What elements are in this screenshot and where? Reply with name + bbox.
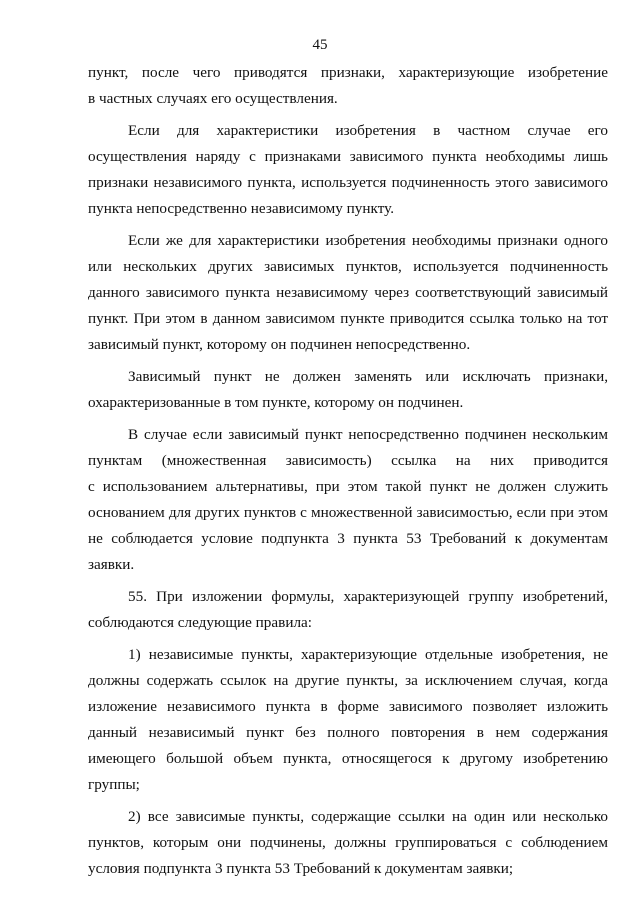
paragraph <box>88 422 608 578</box>
text-line: пунктов, которым они подчинены, должны группироваться с соблюдением <box>88 834 608 851</box>
text-line: данного зависимого пункта независимому через соответствующий зависимый <box>88 284 608 301</box>
text-line: пунктам (множественная зависимость) ссылка на них приводится <box>88 452 608 469</box>
text-line: изложение независимого пункта в форме зависимого позволяет изложить <box>88 698 608 715</box>
text-line: охарактеризованные в том пункте, которому он подчинен. <box>88 394 464 411</box>
text-line: В случае если зависимый пункт непосредственно подчинен нескольким <box>128 426 608 443</box>
list-item-1 <box>88 642 608 798</box>
text-line: пункт, после чего приводятся признаки, характеризующие изобретение <box>88 64 608 81</box>
text-line: зависимый пункт, которому он подчинен непосредственно. <box>88 336 471 353</box>
text-line: пункта непосредственно независимому пункту. <box>88 200 395 217</box>
text-line: Если для характеристики изобретения в частном случае его <box>128 122 608 139</box>
text-line: Если же для характеристики изобретения необходимы признаки одного <box>128 232 608 249</box>
text-line: в частных случаях его осуществления. <box>88 90 338 107</box>
paragraph <box>88 118 608 222</box>
text-line: имеющего большой объем пункта, относящегося к другому изобретению <box>88 750 608 767</box>
text-line: группы; <box>88 776 140 793</box>
text-line: осуществления наряду с признаками зависимого пункта необходимы лишь <box>88 148 608 165</box>
text-line: заявки. <box>88 556 135 573</box>
text-line: основанием для других пунктов с множественной зависимостью, если при этом <box>88 504 608 521</box>
text-line: признаки независимого пункта, используется подчиненность этого зависимого <box>88 174 608 191</box>
text-line: с использованием альтернативы, при этом такой пункт не должен служить <box>88 478 608 495</box>
paragraph <box>88 364 608 416</box>
text-line: не соблюдается условие подпункта 3 пункта 53 Требований к документам <box>88 530 608 547</box>
section-paragraph-55 <box>88 584 608 636</box>
document-body <box>88 60 608 888</box>
text-line: Зависимый пункт не должен заменять или исключать признаки, <box>128 368 608 385</box>
text-line: 55. При изложении формулы, характеризующей группу изобретений, <box>128 588 608 605</box>
list-item-2 <box>88 804 608 882</box>
text-line: условия подпункта 3 пункта 53 Требований к документам заявки; <box>88 860 514 877</box>
text-line: 1) независимые пункты, характеризующие отдельные изобретения, не <box>128 646 608 663</box>
text-line: 2) все зависимые пункты, содержащие ссылки на один или несколько <box>128 808 608 825</box>
page-number: 45 <box>312 37 328 53</box>
text-line: должны содержать ссылок на другие пункты, за исключением случая, когда <box>88 672 608 689</box>
paragraph-continuation <box>88 60 608 112</box>
text-line: пункт. При этом в данном зависимом пункте приводится ссылка только на тот <box>88 310 608 327</box>
text-line: или нескольких других зависимых пунктов, используется подчиненность <box>88 258 608 275</box>
text-line: данный независимый пункт без полного повторения в нем содержания <box>88 724 608 741</box>
paragraph <box>88 228 608 358</box>
text-line: соблюдаются следующие правила: <box>88 614 312 631</box>
